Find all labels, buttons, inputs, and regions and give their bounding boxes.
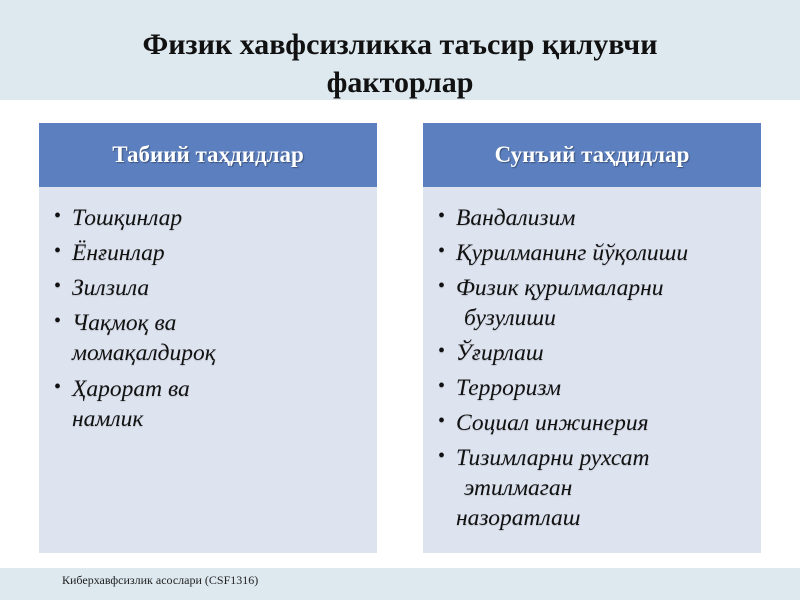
natural-threats-header: Табиий таҳдидлар xyxy=(39,123,377,187)
artificial-threats-column xyxy=(423,123,761,553)
natural-threats-list xyxy=(39,187,377,434)
list-item: • Вандализим xyxy=(423,203,761,233)
list-item: • Чақмоқ ва момақалдироқ xyxy=(39,308,377,368)
bullet-icon: • xyxy=(54,275,62,297)
list-item: • Физик қурилмаларни бузулиши xyxy=(423,273,761,333)
bullet-icon: • xyxy=(438,410,446,432)
footer-text: Киберхавфсизлик асослари (CSF1316) xyxy=(62,573,259,587)
bullet-icon: • xyxy=(438,375,446,397)
list-item: • Ёнғинлар xyxy=(39,238,377,268)
bullet-icon: • xyxy=(54,376,62,398)
bullet-icon: • xyxy=(438,340,446,362)
list-item: • Тизимларни рухсат этилмаган назоратлаш xyxy=(423,443,761,533)
list-item: • Тошқинлар xyxy=(39,203,377,233)
bullet-icon: • xyxy=(438,275,446,297)
list-item: • Зилзила xyxy=(39,273,377,303)
natural-threats-column xyxy=(39,123,377,553)
artificial-threats-list xyxy=(423,187,761,533)
title-line-1: Физик хавфсизликка таъсир қилувчи xyxy=(142,28,658,61)
list-item: • Ҳарорат ва намлик xyxy=(39,374,377,434)
list-item: • Ўғирлаш xyxy=(423,338,761,368)
list-item: • Терроризм xyxy=(423,373,761,403)
bullet-icon: • xyxy=(54,310,62,332)
title-line-2: факторлар xyxy=(326,66,474,99)
bullet-icon: • xyxy=(438,240,446,262)
bullet-icon: • xyxy=(54,205,62,227)
bullet-icon: • xyxy=(54,240,62,262)
slide-title xyxy=(0,26,800,102)
artificial-threats-header: Сунъий таҳдидлар xyxy=(423,123,761,187)
list-item: • Социал инжинерия xyxy=(423,408,761,438)
bullet-icon: • xyxy=(438,445,446,467)
bullet-icon: • xyxy=(438,205,446,227)
list-item: • Қурилманинг йўқолиши xyxy=(423,238,761,268)
